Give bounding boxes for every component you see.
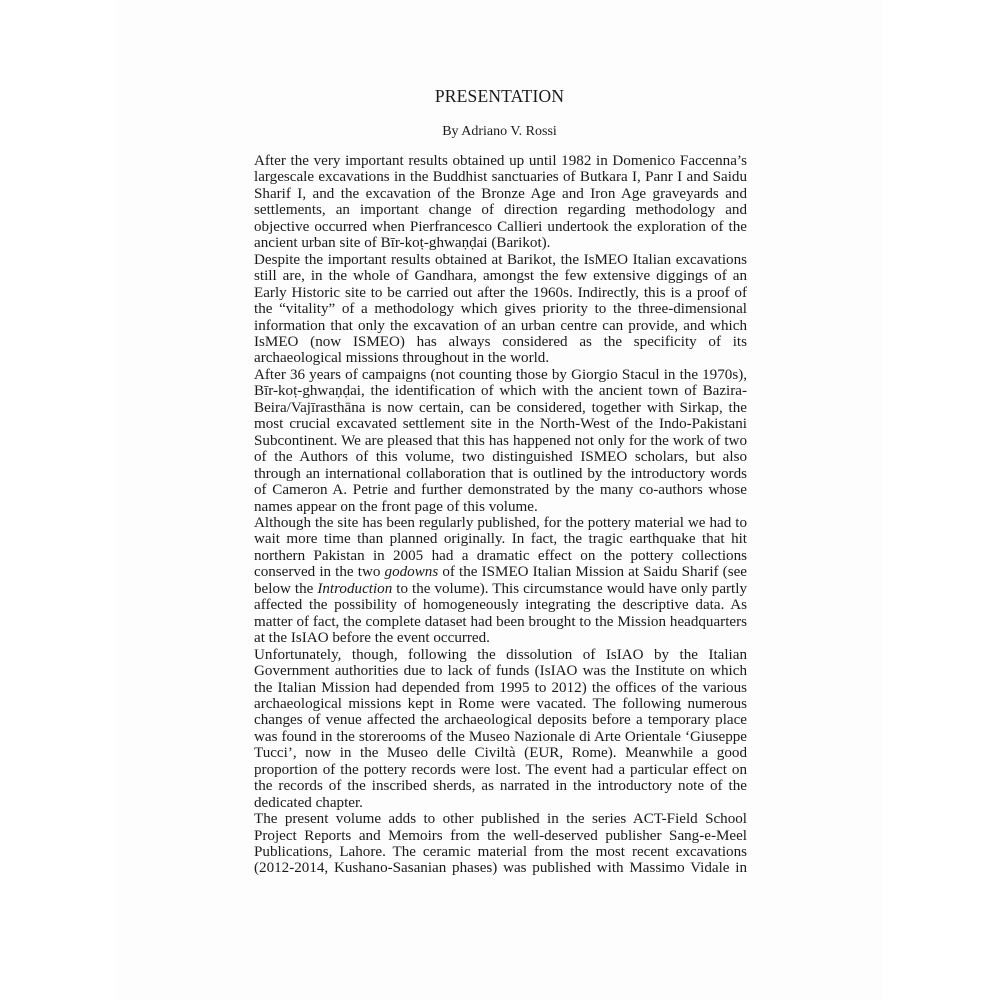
paragraph-4-text-c: to the volume). This circumstance would have only partly affected the possibility of homogeneously integrating the descriptive data. As matter of fact, the complete dataset had been brought to the Mission headquarters at the IsIAO before the event occurred. [254,580,747,647]
page-title: PRESENTATION [434,86,565,106]
author-byline: By Adriano V. Rossi [442,124,557,139]
paragraph-4-text-b: of the ISMEO Italian Mission at Saidu Sharif (see below the [254,564,747,597]
paragraph-4 [254,515,747,647]
paragraph-3: After 36 years of campaigns (not counting those by Giorgio Stacul in the 1970s), Bīr-koṭ-ghwaṇḍai, the identification of which with the ancient town of Bazira-Beira/Vajīrasthāna is now certain, can be considered, together with Sirkap, the most crucial excavated settlement site in the North-West of the Indo-Pakistani Subcontinent. We are pleased that this has happened not only for the work of two of the Authors of this volume, two distinguished ISMEO scholars, but also through an international collaboration that is outlined by the introductory words of Cameron A. Petrie and further demonstrated by the many co-authors whose names appear on the front page of this volume. [254,366,747,515]
paragraph-6: The present volume adds to other published in the series ACT-Field School Project Reports and Memoirs from the well-deserved publisher Sang-e-Meel Publications, Lahore. The ceramic material from the most recent excavations (2012-2014, Kushano-Sasanian phases) was published with Massimo Vidale in [254,811,747,877]
paragraph-5: Unfortunately, though, following the dissolution of IsIAO by the Italian Government authorities due to lack of funds (IsIAO was the Institute on which the Italian Mission had depended from 1995 to 2012) the offices of the various archaeological missions kept in Rome were vacated. The following numerous changes of venue affected the archaeological deposits before a temporary place was found in the storerooms of the Museo Nazionale di Arte Orientale ‘Giuseppe Tucci’, now in the Museo delle Civiltà (EUR, Rome). Meanwhile a good proportion of the pottery records were lost. The event had a particular effect on the records of the inscribed sherds, as narrated in the introductory note of the dedicated chapter. [254,646,747,811]
body-text [254,153,747,877]
paragraph-4-italic-introduction: Introduction [317,580,393,597]
paragraph-2: Despite the important results obtained at Barikot, the IsMEO Italian excavations still are, in the whole of Gandhara, amongst the few extensive diggings of an Early Historic site to be carried out after the 1960s. Indirectly, this is a proof of the “vitality” of a methodology which gives priority to the three-dimensional information that only the excavation of an urban centre can provide, and which IsMEO (now ISMEO) has always considered as the specificity of its archaeological missions throughout in the world. [254,251,747,367]
document-page [116,0,883,1000]
paragraph-1: After the very important results obtained up until 1982 in Domenico Faccenna’s largescale excavations in the Buddhist sanctuaries of Butkara I, Panr I and Saidu Sharif I, and the excavation of the Bronze Age and Iron Age graveyards and settlements, an important change of direction regarding methodology and objective occurred when Pierfrancesco Callieri undertook the exploration of the ancient urban site of Bīr-koṭ-ghwaṇḍai (Barikot). [254,153,747,252]
paragraph-4-italic-godowns: godowns [384,564,439,581]
paragraph-4-text-a: Although the site has been regularly published, for the pottery material we had to wait more time than planned originally. In fact, the tragic earthquake that hit northern Pakistan in 2005 had a dramatic effect on the pottery collections conserved in the two [254,514,747,581]
